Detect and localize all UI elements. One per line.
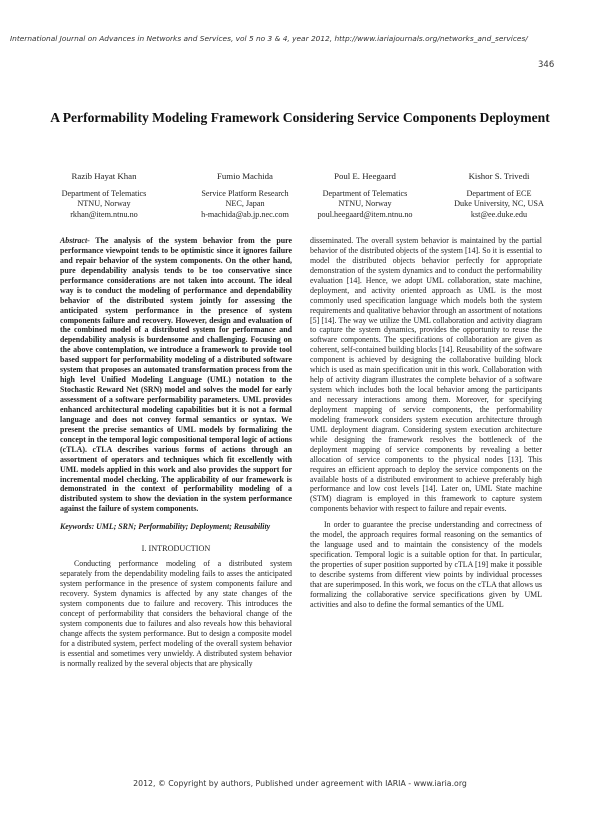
author-block bbox=[40, 171, 168, 220]
intro-paragraph: Conducting performance modeling of a distributed system separately from the dependability modeling fails to asses the anticipated system performance in the presence of system components failure and recovery. System dynamics is affected by any state changes of the system components due to failure and recovery. This introduces the concept of performability that considers the behavioral change of the system components due to failures and also reveals how this behavioral change affects the system performance. But to design a composite model for a distributed system, perfect modeling of the overall system behavior is essential and sometimes very unwieldy. A distributed system behavior is normally realized by the several objects that are physically bbox=[60, 559, 292, 668]
abstract-label: Abstract- bbox=[60, 236, 90, 245]
author-organization: NEC, Japan bbox=[225, 199, 265, 209]
author-name: Poul E. Heegaard bbox=[334, 171, 396, 181]
author-department: Service Platform Research bbox=[201, 189, 289, 199]
left-column bbox=[60, 236, 292, 668]
abstract-text: The analysis of the system behavior from the pure performance viewpoint tends to be optimistic since it ignores failure and repair behavior of the system components. On the other hand, pure dependability analysis tends to be too conservative since performance considerations are not taken into account. The ideal way is to conduct the modeling of performance and dependability behavior of the distributed system jointly for assessing the anticipated system performance in the presence of system components failure and recovery. However, design and evaluation of the combined model of a distributed system for performance and dependability analysis is burdensome and challenging. Focusing on the above contemplation, we introduce a framework to provide tool based support for performability modeling of a distributed software system that proposes an automated transformation process from the high level Unified Modeling Language (UML) notation to the Stochastic Reward Net (SRN) model and solves the model for early assessment of a software performability parameters. UML provides enhanced architectural modeling capabilities but it is not a formal language and does not convey formal semantics or syntax. We present the precise semantics of UML models by formalizing the concept in the temporal logic compositional temporal logic of actions (cTLA). cTLA describes various forms of actions through an assortment of operators and techniques which fit excellently with UML models applied in this work and also provides the support for incremental model checking. The applicability of our framework is demonstrated in the context of performability modeling of a distributed system to show the deviation in the system performance against the failure of system components. bbox=[60, 236, 292, 514]
author-name: Fumio Machida bbox=[217, 171, 273, 181]
author-organization: NTNU, Norway bbox=[77, 199, 131, 209]
intro-paragraph-continued: disseminated. The overall system behavior is maintained by the partial behavior of the distributed objects of the system [14]. So it is essential to model the distributed objects behavior perfectly for appropriate demonstration of the system dynamics and to conduct the performability evaluation [14]. Hence, we adopt UML collaboration, state machine, deployment, and activity oriented approach as UML is the most commonly used specification language which models both the system requirements and qualitative behavior through an assortment of notations [5] [14]. The way we utilize the UML collaboration and activity diagram to capture the system dynamics, provides the opportunity to reuse the software components. The specifications of collaboration are given as coherent, self-contained building blocks [14]. Reusability of the software component is achieved by designing the collaborative building block which is used as main specification unit in this work. Collaboration with help of activity diagram illustrates the complete behavior of a software system which includes both the local behavior among the participants and necessary interactions among them. Moreover, for specifying deployment mapping of service components, the performability modeling framework considers system execution architecture through UML deployment diagram. Considering system execution architecture while designing the framework resolves the bottleneck of the deployment mapping of service components by revealing a better allocation of service components to the physical nodes [13]. This requires an efficient approach to deploy the service components on the available hosts of a distributed environment to achieve preferably high performance and low cost levels [14]. Later on, UML State machine (STM) diagram is employed in this framework to capture system components behavior with respect to failure and repair events. bbox=[310, 236, 542, 514]
page-number: 346 bbox=[538, 60, 555, 70]
author-department: Department of Telematics bbox=[322, 189, 408, 199]
author-block bbox=[181, 171, 309, 220]
author-block bbox=[301, 171, 429, 220]
author-email: rkhan@item.ntnu.no bbox=[70, 209, 138, 219]
copyright-footer: 2012, © Copyright by authors, Published under agreement with IARIA - www.iaria.org bbox=[133, 779, 467, 788]
author-department: Department of Telematics bbox=[61, 189, 147, 199]
author-organization: Duke University, NC, USA bbox=[454, 199, 544, 209]
journal-header: International Journal on Advances in Networks and Services, vol 5 no 3 & 4, year 2012, http://www.iariajournals.org/networks_and_services/ bbox=[10, 34, 528, 43]
author-email: kst@ee.duke.edu bbox=[470, 209, 528, 219]
keywords: Keywords: UML; SRN; Performability; Deployment; Reusability bbox=[60, 522, 271, 532]
author-name: Kishor S. Trivedi bbox=[468, 171, 530, 181]
author-name: Razib Hayat Khan bbox=[71, 171, 137, 181]
intro-paragraph-2: In order to guarantee the precise understanding and correctness of the model, the approach requires formal reasoning on the semantics of the language used and to maintain the consistency of the models specification. Temporal logic is a suitable option for that. In particular, the properties of super position supported by cTLA [19] make it possible to describe systems from different view points by individual processes that are superimposed. In this work, we focus on the cTLA that allows us formalizing the collaborative service specifications given by UML activities and also to define the formal semantics of the UML bbox=[310, 520, 542, 609]
section-heading: I. INTRODUCTION bbox=[141, 544, 211, 554]
paper-title: A Performability Modeling Framework Considering Service Components Deployment bbox=[50, 110, 550, 125]
right-column bbox=[310, 236, 542, 610]
author-email: h-machida@ab.jp.nec.com bbox=[201, 209, 289, 219]
abstract bbox=[60, 236, 292, 514]
author-department: Department of ECE bbox=[466, 189, 532, 199]
author-email: poul.heegaard@item.ntnu.no bbox=[317, 209, 413, 219]
author-organization: NTNU, Norway bbox=[338, 199, 392, 209]
author-block bbox=[435, 171, 563, 220]
